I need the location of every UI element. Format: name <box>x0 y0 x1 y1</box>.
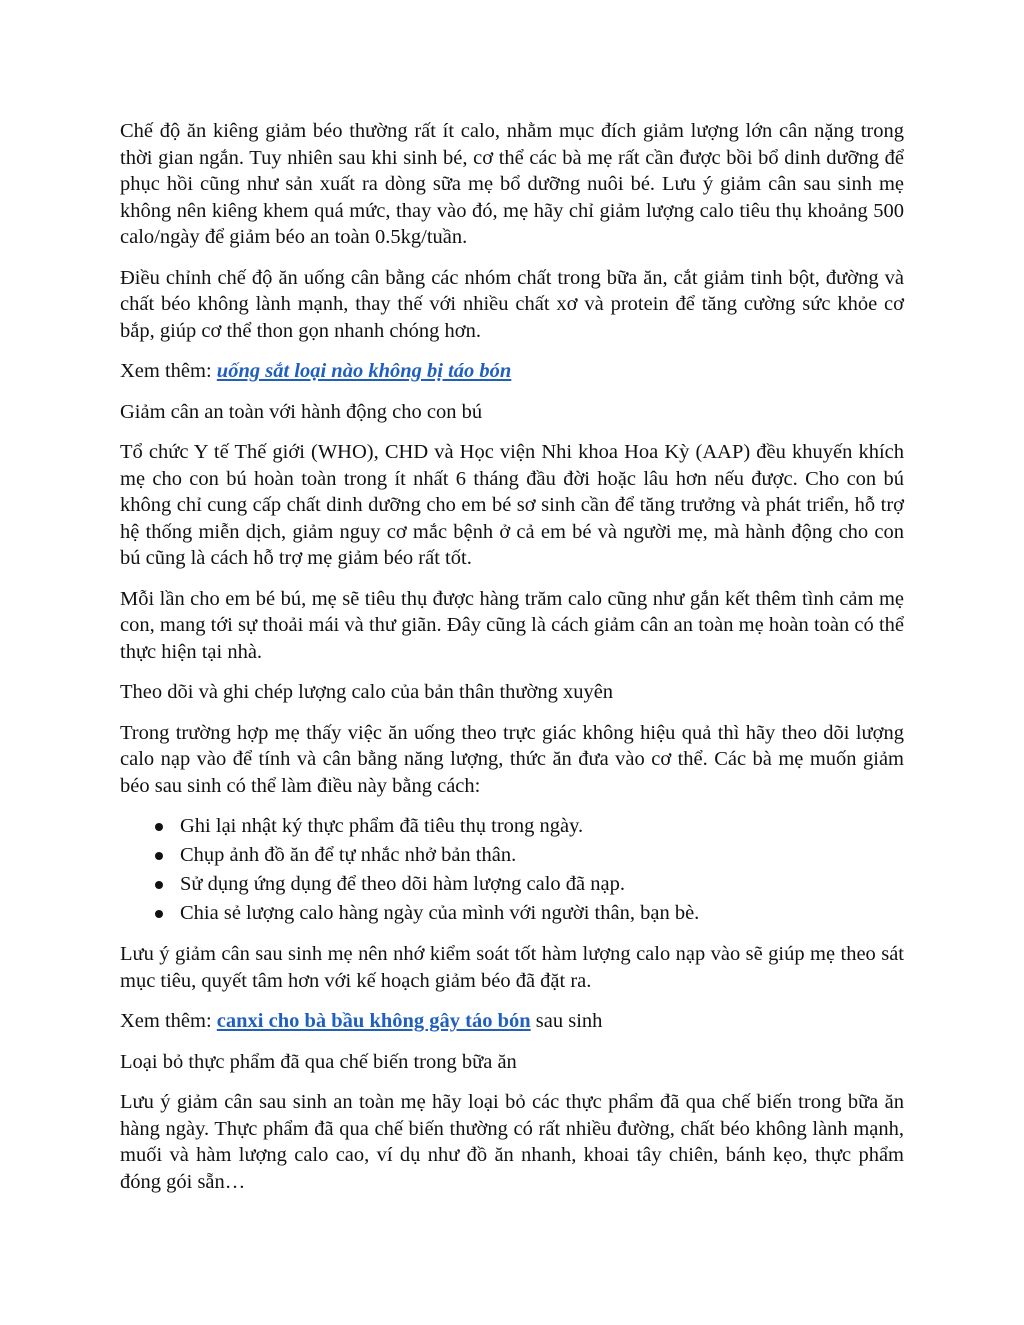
heading-processed-food: Loại bỏ thực phẩm đã qua chế biến trong bữa ăn <box>120 1050 517 1073</box>
paragraph-balanced-diet: Điều chỉnh chế độ ăn uống cân bằng các nhóm chất trong bữa ăn, cắt giảm tinh bột, đường và chất béo không lành mạnh, thay thế với nhiều chất xơ và protein để tăng cường sức khỏe cơ bắp, giúp cơ thể thon gọn nhanh chóng hơn. <box>120 266 904 342</box>
bullet-icon <box>155 910 163 918</box>
list-item-text: Ghi lại nhật ký thực phẩm đã tiêu thụ trong ngày. <box>180 815 584 837</box>
list-item-text: Sử dụng ứng dụng để theo dõi hàm lượng calo đã nạp. <box>180 873 625 895</box>
paragraph-calorie-control: Lưu ý giảm cân sau sinh mẹ nên nhớ kiểm soát tốt hàm lượng calo nạp vào sẽ giúp mẹ theo sát mục tiêu, quyết tâm hơn với kế hoạch giảm béo đã đặt ra. <box>120 943 904 992</box>
see-more-iron <box>120 358 904 385</box>
paragraph-breastfeeding-calories: Mỗi lần cho em bé bú, mẹ sẽ tiêu thụ được hàng trăm calo cũng như gắn kết thêm tình cảm mẹ con, mang tới sự thoải mái và thư giãn. Đây cũng là cách giảm cân an toàn mẹ hoàn toàn có thể thực hiện tại nhà. <box>120 587 904 663</box>
document-page <box>120 118 904 1209</box>
paragraph-diet-intro: Chế độ ăn kiêng giảm béo thường rất ít calo, nhằm mục đích giảm lượng lớn cân nặng trong thời gian ngắn. Tuy nhiên sau khi sinh bé, cơ thể các bà mẹ rất cần được bồi bổ dinh dưỡng để phục hồi cũng như sản xuất ra dòng sữa mẹ bổ dưỡng nuôi bé. Lưu ý giảm cân sau sinh mẹ không nên kiêng khem quá mức, thay vào đó, mẹ hãy chỉ giảm lượng calo tiêu thụ khoảng 500 calo/ngày để giảm béo an toàn 0.5kg/tuần. <box>120 120 904 248</box>
link-calcium-pregnancy[interactable]: canxi cho bà bầu không gây táo bón <box>216 1010 531 1032</box>
bullet-icon <box>155 823 163 831</box>
see-more-suffix: sau sinh <box>530 1010 603 1032</box>
link-iron-supplement[interactable]: uống sắt loại nào không bị táo bón <box>216 360 512 382</box>
list-item <box>120 813 904 840</box>
list-item-text: Chia sẻ lượng calo hàng ngày của mình với người thân, bạn bè. <box>180 902 700 924</box>
paragraph-track-calories: Trong trường hợp mẹ thấy việc ăn uống theo trực giác không hiệu quả thì hãy theo dõi lượng calo nạp vào để tính và cân bằng năng lượng, thức ăn đưa vào cơ thể. Các bà mẹ muốn giảm béo sau sinh có thể làm điều này bằng cách: <box>120 721 904 797</box>
bullet-icon <box>155 881 163 889</box>
list-item <box>120 842 904 869</box>
heading-track-calories: Theo dõi và ghi chép lượng calo của bản thân thường xuyên <box>120 681 614 703</box>
list-item <box>120 900 904 927</box>
list-item-text: Chụp ảnh đồ ăn để tự nhắc nhở bản thân. <box>180 844 517 866</box>
heading-breastfeeding: Giảm cân an toàn với hành động cho con bú <box>120 400 483 423</box>
see-more-calcium <box>120 1008 904 1035</box>
bullet-icon <box>155 852 163 860</box>
calorie-tips-list <box>120 813 904 927</box>
see-more-label: Xem thêm: <box>120 360 217 382</box>
list-item <box>120 871 904 898</box>
see-more-label: Xem thêm: <box>120 1010 217 1032</box>
paragraph-who-recommendation: Tổ chức Y tế Thế giới (WHO), CHD và Học viện Nhi khoa Hoa Kỳ (AAP) đều khuyến khích mẹ cho con bú hoàn toàn trong ít nhất 6 tháng đầu đời hoặc lâu hơn nếu được. Cho con bú không chỉ cung cấp chất dinh dưỡng cho em bé sơ sinh cần để tăng trưởng và phát triển, hỗ trợ hệ thống miễn dịch, giảm nguy cơ mắc bệnh ở cả em bé và người mẹ, mà hành động cho con bú cũng là cách hỗ trợ mẹ giảm béo rất tốt. <box>120 441 904 569</box>
paragraph-processed-food: Lưu ý giảm cân sau sinh an toàn mẹ hãy loại bỏ các thực phẩm đã qua chế biến trong bữa ăn hàng ngày. Thực phẩm đã qua chế biến thường có rất nhiều đường, chất béo không lành mạnh, muối và hàm lượng calo cao, ví dụ như đồ ăn nhanh, khoai tây chiên, bánh kẹo, thực phẩm đóng gói sẵn… <box>120 1091 904 1193</box>
